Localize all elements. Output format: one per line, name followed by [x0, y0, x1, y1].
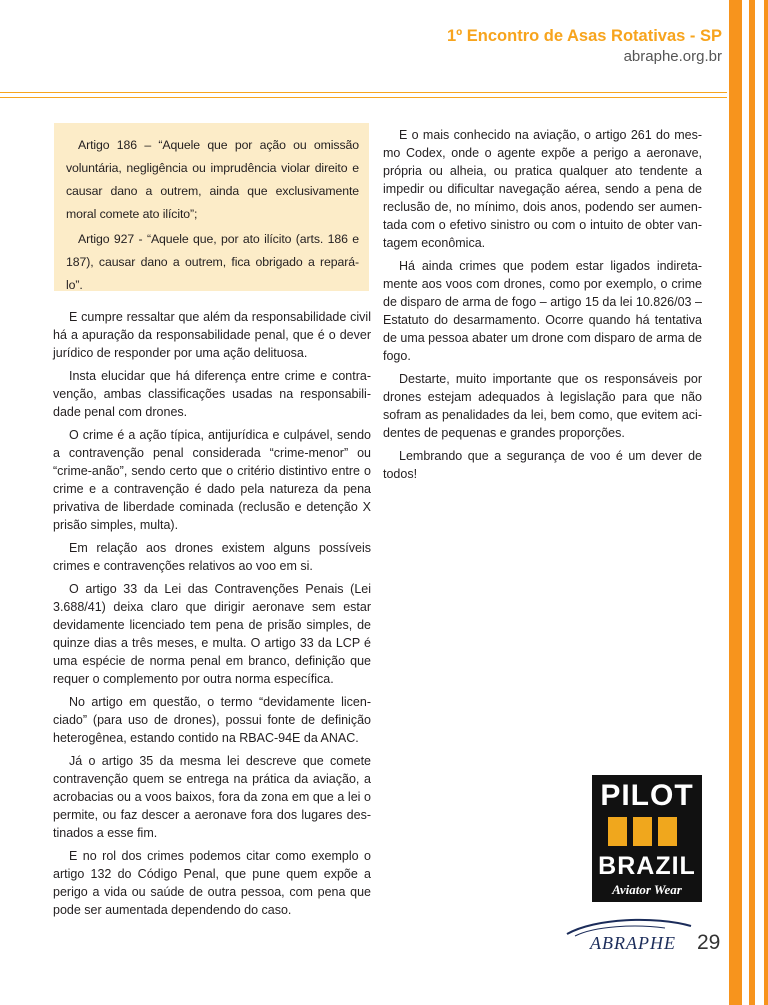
left-column [53, 308, 371, 924]
paragraph: O crime é a ação típica, antijurídica e culpável, sendo a contravenção penal considerada “crime-menor” ou “crime-anão”, sendo certo que o critério distintivo entre o crime e a contravenção é dado pela natureza da pena privativa de liberdade cominada (reclusão e detenção X prisão simples, multa). [53, 428, 371, 532]
accent-bar-wide [729, 0, 742, 1005]
header-rule-bottom [0, 97, 727, 98]
paragraph: No artigo em questão, o termo “devidamente licenciado” (para uso de drones), possui fonte de definição heterogênea, estando contido na RBAC-94E da ANAC. [53, 695, 371, 745]
event-title: 1º Encontro de Asas Rotativas - SP [447, 27, 722, 45]
paragraph: Insta elucidar que há diferença entre crime e contravenção, ambas classificações usadas na responsabilidade penal com drones. [53, 369, 371, 419]
quote-article-186: Artigo 186 – “Aquele que por ação ou omissão voluntária, negligência ou imprudência violar direito e causar dano a outrem, ainda que exclusivamente moral comete ato ilícito”; [66, 138, 359, 221]
right-column [383, 126, 702, 488]
accent-bar-edge [764, 0, 768, 1005]
quote-article-927: Artigo 927 - “Aquele que, por ato ilícito (arts. 186 e 187), causar dano a outrem, fica obrigado a repará-lo”. [66, 232, 359, 292]
paragraph: O artigo 33 da Lei das Contravenções Penais (Lei 3.688/41) deixa claro que dirigir aeronave sem estar devidamente licenciado tem pena de prisão simples, de quinze dias a três meses, e multa. O artigo 33 da LCP é uma espécie de norma penal em branco, definição que requer o complemento por outra norma específica. [53, 582, 371, 686]
abraphe-brand: ABRAPHE [590, 933, 676, 953]
paragraph: E cumpre ressaltar que além da responsabilidade civil há a apuração da responsabilidade penal, que é o dever jurídico de responder por uma ação delituosa. [53, 310, 371, 360]
paragraph: Destarte, muito importante que os responsáveis por drones estejam adequados à legislação para que não sofram as penalidades da lei, bem como, que evitem acidentes de pequenas e grandes proporções. [383, 372, 702, 440]
logo-line-pilot: PILOT [600, 779, 694, 812]
page-number: 29 [697, 931, 721, 954]
pilot-brazil-logo [592, 775, 702, 902]
paragraph: Lembrando que a segurança de voo é um dever de todos! [383, 449, 702, 481]
logo-line-brazil: BRAZIL [598, 852, 696, 880]
logo-bars-icon [608, 817, 683, 850]
logo-line-tagline: Aviator Wear [612, 882, 682, 897]
paragraph: Há ainda crimes que podem estar ligados indiretamente aos voos com drones, como por exemplo, o crime de disparo de arma de fogo – artigo 15 da lei 10.826/03 – Estatuto do desarmamento. Ocorre quando há tentativa de uma pessoa abater um drone com disparo de arma de fogo. [383, 259, 702, 363]
accent-bar-thin [749, 0, 755, 1005]
site-url[interactable]: abraphe.org.br [623, 48, 722, 65]
paragraph: E o mais conhecido na aviação, o artigo 261 do mesmo Codex, onde o agente expõe a perigo a aeronave, própria ou alheia, ou pratica qualquer ato tendente a impedir ou dificultar navegação aérea, sendo a pena de reclusão de, no mínimo, dois anos, podendo ser aumentada com o efetivo sinistro ou com o intuito de obter vantagem econômica. [383, 128, 702, 250]
paragraph: Já o artigo 35 da mesma lei descreve que comete contravenção quem se entrega na prática da aviação, a acrobacias ou a voos baixos, fora da zona em que a lei o permite, ou faz descer a aeronave fora dos lugares destinados a esse fim. [53, 754, 371, 840]
law-quote-box [54, 123, 369, 291]
paragraph: Em relação aos drones existem alguns possíveis crimes e contravenções relativos ao voo em si. [53, 541, 371, 573]
header-rule-top [0, 92, 727, 93]
paragraph: E no rol dos crimes podemos citar como exemplo o artigo 132 do Código Penal, que pune quem expõe a perigo a vida ou saúde de outra pessoa, com pena que pode ser aumentada dependendo do caso. [53, 849, 371, 917]
